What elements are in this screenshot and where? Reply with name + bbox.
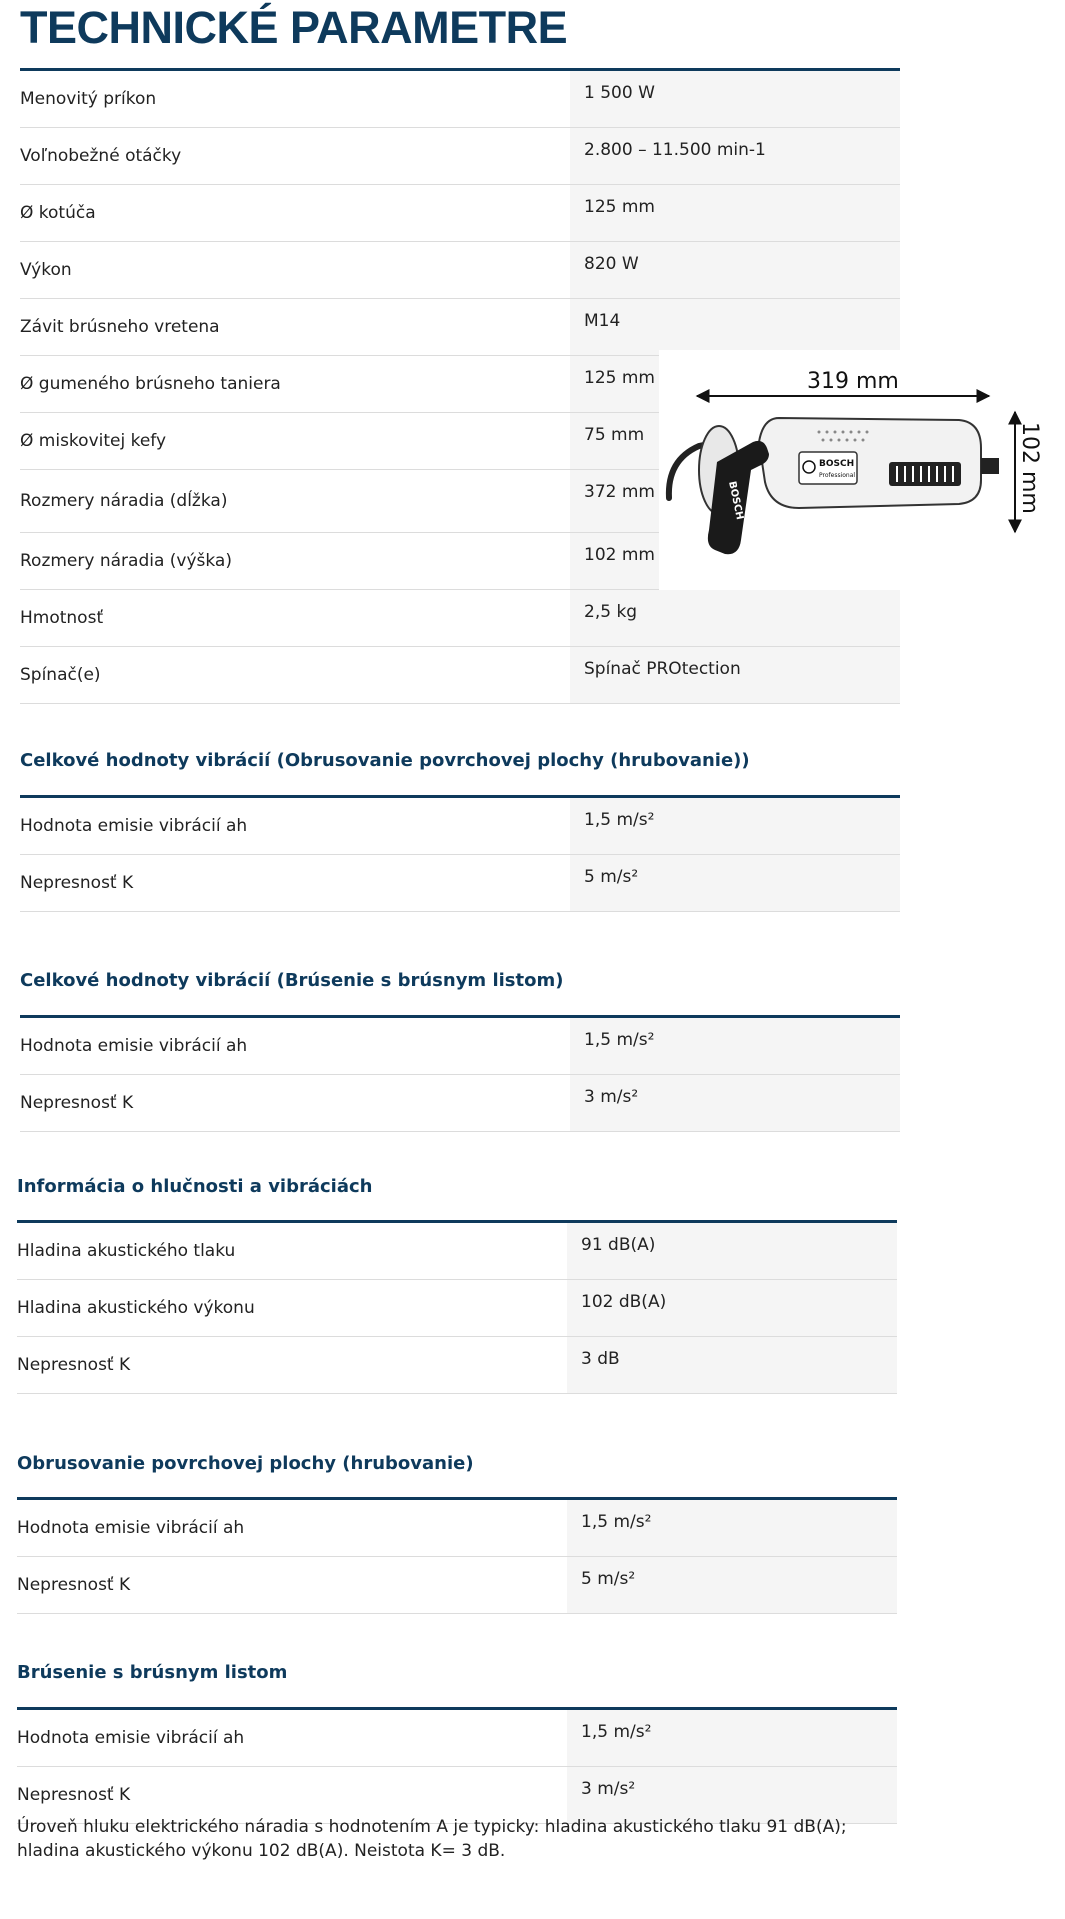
spec-label: Nepresnosť K: [20, 1093, 134, 1113]
section-heading: Informácia o hlučnosti a vibráciách: [17, 1176, 373, 1197]
table-row: [20, 855, 900, 912]
spec-value: 372 mm: [570, 470, 900, 532]
table-row: [20, 1075, 900, 1132]
spec-label: Hladina akustického výkonu: [17, 1298, 255, 1318]
table-row: [20, 299, 900, 356]
spec-label: Výkon: [20, 260, 72, 280]
spec-label: Závit brúsneho vretena: [20, 317, 220, 337]
spec-value: M14: [570, 299, 900, 355]
table-row: [20, 185, 900, 242]
table-row: [20, 1018, 900, 1075]
table-row: [17, 1710, 897, 1767]
tool-dimension-figure: [659, 350, 1042, 590]
spec-value: 3 m/s²: [567, 1767, 897, 1823]
spec-label: Menovitý príkon: [20, 89, 157, 109]
table-row: [20, 242, 900, 299]
spec-value: 102 mm: [570, 533, 900, 589]
brand-sub-text: Professional: [819, 472, 856, 479]
spec-label: Hodnota emisie vibrácií ah: [20, 1036, 248, 1056]
spec-label: Hodnota emisie vibrácií ah: [17, 1728, 245, 1748]
roughing-table: [17, 1497, 897, 1614]
spec-label: Nepresnosť K: [20, 873, 134, 893]
spec-label: Spínač(e): [20, 665, 101, 685]
spec-label: Hmotnosť: [20, 608, 104, 628]
spec-value: 3 m/s²: [570, 1075, 900, 1131]
page-title: TECHNICKÉ PARAMETRE: [20, 2, 568, 53]
spec-value: 5 m/s²: [567, 1557, 897, 1613]
table-row: [17, 1280, 897, 1337]
spec-value: 820 W: [570, 242, 900, 298]
spec-label: Ø miskovitej kefy: [20, 431, 167, 451]
spec-value: 3 dB: [567, 1337, 897, 1393]
table-row: [20, 71, 900, 128]
spec-value: 125 mm: [570, 356, 900, 412]
spec-value: 1,5 m/s²: [570, 798, 900, 854]
spec-label: Ø kotúča: [20, 203, 96, 223]
spec-label: Nepresnosť K: [17, 1785, 131, 1805]
spec-value: 1,5 m/s²: [570, 1018, 900, 1074]
spec-label: Voľnobežné otáčky: [20, 146, 182, 166]
spec-value: 1,5 m/s²: [567, 1710, 897, 1766]
noise-table: [17, 1220, 897, 1394]
vibration-table-sanding: [20, 1015, 900, 1132]
spec-label: Hodnota emisie vibrácií ah: [17, 1518, 245, 1538]
spec-value: 5 m/s²: [570, 855, 900, 911]
spec-value: 91 dB(A): [567, 1223, 897, 1279]
spec-label: Hladina akustického tlaku: [17, 1241, 236, 1261]
section-heading: Brúsenie s brúsnym listom: [17, 1662, 288, 1683]
vibration-table-roughing: [20, 795, 900, 912]
section-heading: Celkové hodnoty vibrácií (Obrusovanie povrchovej plochy (hrubovanie)): [20, 750, 750, 771]
width-dimension-label: 319 mm: [807, 369, 899, 394]
table-row: [17, 1223, 897, 1280]
section-heading: Celkové hodnoty vibrácií (Brúsenie s brúsnym listom): [20, 970, 564, 991]
spec-value: Spínač PROtection: [570, 647, 900, 703]
spec-value: 1,5 m/s²: [567, 1500, 897, 1556]
table-row: [20, 128, 900, 185]
spec-value: 125 mm: [570, 185, 900, 241]
spec-label: Rozmery náradia (dĺžka): [20, 491, 228, 511]
spec-label: Rozmery náradia (výška): [20, 551, 232, 571]
table-row: [17, 1557, 897, 1614]
spec-label: Ø gumeného brúsneho taniera: [20, 374, 281, 394]
table-row: [20, 590, 900, 647]
spec-value: 102 dB(A): [567, 1280, 897, 1336]
handle-brand-text: BOSCH: [726, 480, 745, 521]
brand-logo-text: BOSCH: [819, 459, 855, 469]
spec-label: Nepresnosť K: [17, 1355, 131, 1375]
table-row: [20, 647, 900, 704]
spec-value: 75 mm: [570, 413, 900, 469]
section-heading: Obrusovanie povrchovej plochy (hrubovanie): [17, 1453, 474, 1474]
noise-footnote: Úroveň hluku elektrického náradia s hodnotením A je typicky: hladina akustického tlaku 91 dB(A); hladina akustického výkonu 102 dB(A). Neistota K= 3 dB.: [17, 1817, 847, 1861]
spec-label: Nepresnosť K: [17, 1575, 131, 1595]
sanding-table: [17, 1707, 897, 1824]
spec-label: Hodnota emisie vibrácií ah: [20, 816, 248, 836]
angle-grinder-drawing-icon: [659, 350, 1042, 590]
table-row: [20, 798, 900, 855]
table-row: [17, 1337, 897, 1394]
table-row: [17, 1500, 897, 1557]
spec-value: 2,5 kg: [570, 590, 900, 646]
height-dimension-label: 102 mm: [1017, 422, 1042, 514]
spec-value: 1 500 W: [570, 71, 900, 127]
spec-value: 2.800 – 11.500 min-1: [570, 128, 900, 184]
